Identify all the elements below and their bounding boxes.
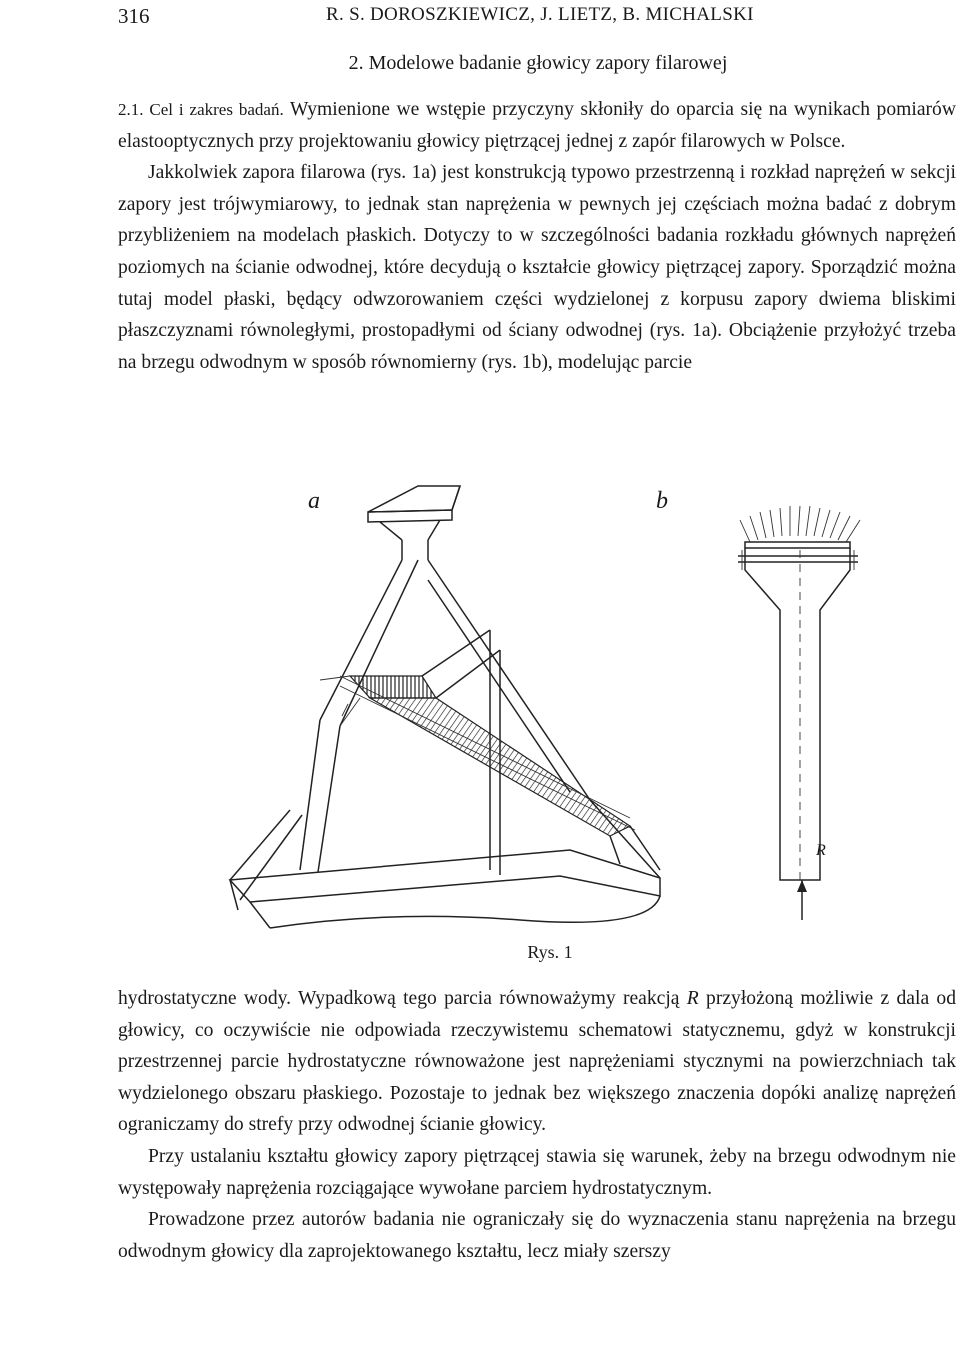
paragraph-1-text: Wymienione we wstępie przyczyny skłoniły do oparcia się na wynikach pomiarów elastooptycznych przy projektowaniu głowicy piętrzącej jednej z zapór filarowych w Polsce. — [118, 99, 956, 152]
reaction-symbol: R — [686, 988, 699, 1009]
section-title: 2. Modelowe badanie głowicy zapory filarowej — [348, 52, 728, 74]
running-head: R. S. DOROSZKIEWICZ, J. LIETZ, B. MICHALSKI — [326, 4, 754, 25]
figure-label-r: R — [816, 842, 826, 859]
figure-1 — [190, 480, 910, 970]
figure-label-a: a — [308, 488, 320, 514]
text-block-bottom — [118, 983, 956, 1267]
paragraph-1 — [118, 94, 956, 157]
page-number: 316 — [118, 4, 150, 28]
paragraph-4: Przy ustalaniu kształtu głowicy zapory piętrzącej stawia się warunek, żeby na brzegu odwodnym nie występowały naprężenia rozciągające wywołane parciem hydrostatycznym. — [118, 1145, 956, 1199]
paragraph-3-text-2: przyłożoną możliwie z dala od głowicy, co oczywiście nie odpowiada rzeczywistemu schematowi statycznemu, gdyż w konstrukcji przestrzennej parcie hydrostatyczne równoważone jest naprężeniami stycznymi na powierzchniach tak wydzielonego obszaru płaskiego. Pozostaje to jednak bez większego znaczenia dopóki analizę naprężeń ograniczamy do strefy przy odwodnej ścianie głowicy. — [118, 988, 957, 1136]
figure-label-b: b — [656, 488, 668, 514]
paragraph-3 — [118, 983, 956, 1141]
subsection-lead: 2.1. Cel i zakres badań. — [118, 100, 284, 119]
paragraph-3-text-1: hydrostatyczne wody. Wypadkową tego parcia równoważymy reakcją — [118, 988, 687, 1009]
page-header — [118, 4, 956, 34]
dam-drawing — [190, 480, 910, 970]
drawing-b — [738, 506, 860, 920]
text-block-top — [118, 94, 956, 378]
paragraph-2: Jakkolwiek zapora filarowa (rys. 1a) jest konstrukcją typowo przestrzenną i rozkład naprężeń w sekcji zapory jest trójwymiarowy, to jednak stan naprężenia w pewnych jej częściach można badać z dobrym przybliżeniem na modelach płaskich. Dotyczy to w szczególności badania rozkładu głównych naprężeń poziomych na ścianie odwodnej, które decydują o kształcie głowicy piętrzącej zapory. Sporządzić można tutaj model płaski, będący odwzorowaniem części wydzielonej z korpusu zapory dwiema bliskimi płaszczyznami równoległymi, prostopadłymi od ściany odwodnej (rys. 1a). Obciążenie przyłożyć trzeba na brzegu odwodnym w sposób równomierny (rys. 1b), modelując parcie — [118, 162, 956, 373]
drawing-a — [230, 486, 660, 928]
figure-caption: Rys. 1 — [527, 942, 573, 962]
paragraph-5: Prowadzone przez autorów badania nie ograniczały się do wyznaczenia stanu naprężenia na brzegu odwodnym głowicy dla zaprojektowanego kształtu, lecz miały szerszy — [118, 1209, 956, 1262]
